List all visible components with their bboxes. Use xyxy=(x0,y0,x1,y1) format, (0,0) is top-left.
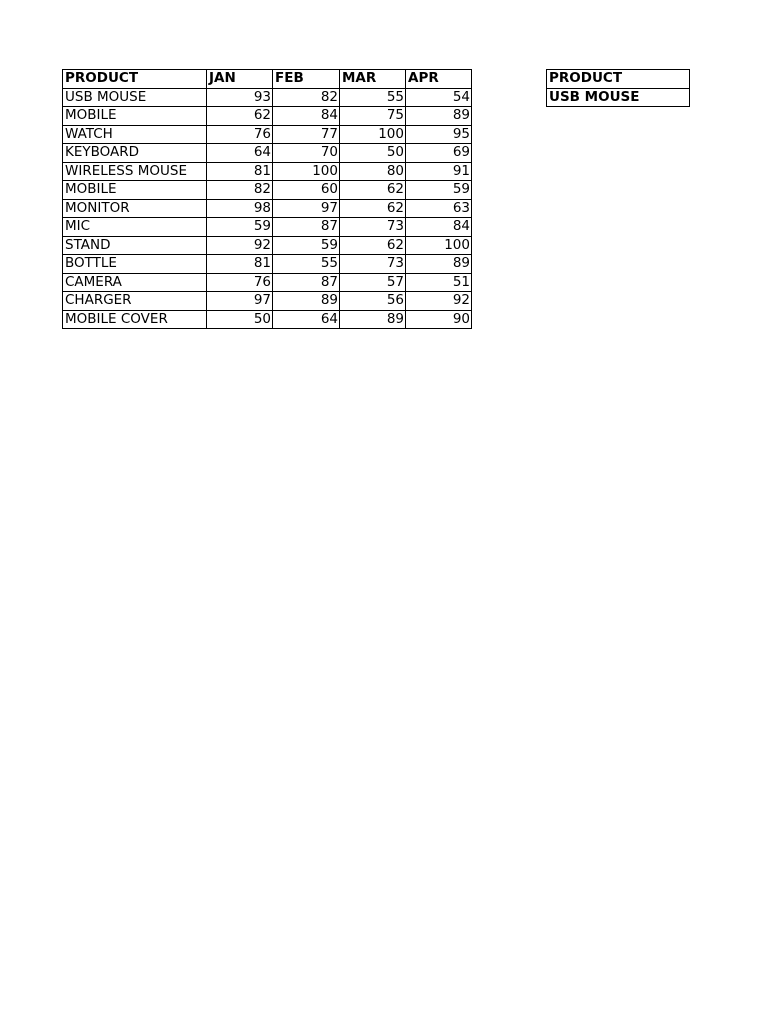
cell-jan[interactable]: 92 xyxy=(207,236,273,255)
cell-apr[interactable]: 95 xyxy=(406,125,472,144)
table-row xyxy=(63,255,472,274)
table-row xyxy=(63,107,472,126)
cell-mar[interactable]: 89 xyxy=(340,310,406,329)
cell-apr[interactable]: 92 xyxy=(406,292,472,311)
cell-jan[interactable]: 98 xyxy=(207,199,273,218)
cell-product[interactable]: MONITOR xyxy=(63,199,207,218)
lookup-header[interactable]: PRODUCT xyxy=(547,70,690,89)
cell-product[interactable]: MIC xyxy=(63,218,207,237)
cell-feb[interactable]: 87 xyxy=(273,218,340,237)
cell-jan[interactable]: 76 xyxy=(207,125,273,144)
header-row xyxy=(63,70,472,89)
cell-apr[interactable]: 89 xyxy=(406,107,472,126)
cell-apr[interactable]: 90 xyxy=(406,310,472,329)
cell-feb[interactable]: 89 xyxy=(273,292,340,311)
cell-apr[interactable]: 63 xyxy=(406,199,472,218)
cell-jan[interactable]: 93 xyxy=(207,88,273,107)
cell-feb[interactable]: 60 xyxy=(273,181,340,200)
cell-apr[interactable]: 59 xyxy=(406,181,472,200)
sales-table xyxy=(62,69,472,329)
cell-mar[interactable]: 75 xyxy=(340,107,406,126)
cell-mar[interactable]: 55 xyxy=(340,88,406,107)
cell-apr[interactable]: 84 xyxy=(406,218,472,237)
cell-mar[interactable]: 57 xyxy=(340,273,406,292)
cell-feb[interactable]: 87 xyxy=(273,273,340,292)
cell-product[interactable]: MOBILE COVER xyxy=(63,310,207,329)
header-feb: FEB xyxy=(273,70,340,89)
table-row xyxy=(63,310,472,329)
cell-mar[interactable]: 56 xyxy=(340,292,406,311)
cell-apr[interactable]: 100 xyxy=(406,236,472,255)
table-row xyxy=(63,199,472,218)
cell-jan[interactable]: 62 xyxy=(207,107,273,126)
cell-apr[interactable]: 54 xyxy=(406,88,472,107)
header-apr: APR xyxy=(406,70,472,89)
table-row xyxy=(63,292,472,311)
table-row xyxy=(63,236,472,255)
cell-mar[interactable]: 73 xyxy=(340,255,406,274)
lookup-value-row xyxy=(547,88,690,107)
cell-product[interactable]: CHARGER xyxy=(63,292,207,311)
cell-feb[interactable]: 97 xyxy=(273,199,340,218)
cell-feb[interactable]: 100 xyxy=(273,162,340,181)
table-row xyxy=(63,273,472,292)
cell-product[interactable]: KEYBOARD xyxy=(63,144,207,163)
cell-jan[interactable]: 82 xyxy=(207,181,273,200)
cell-mar[interactable]: 80 xyxy=(340,162,406,181)
cell-mar[interactable]: 62 xyxy=(340,181,406,200)
cell-mar[interactable]: 100 xyxy=(340,125,406,144)
cell-product[interactable]: USB MOUSE xyxy=(63,88,207,107)
table-row xyxy=(63,181,472,200)
cell-apr[interactable]: 51 xyxy=(406,273,472,292)
cell-feb[interactable]: 70 xyxy=(273,144,340,163)
cell-jan[interactable]: 81 xyxy=(207,255,273,274)
cell-feb[interactable]: 64 xyxy=(273,310,340,329)
lookup-table xyxy=(546,69,690,107)
header-jan: JAN xyxy=(207,70,273,89)
cell-apr[interactable]: 69 xyxy=(406,144,472,163)
table-row xyxy=(63,144,472,163)
cell-feb[interactable]: 55 xyxy=(273,255,340,274)
table-row xyxy=(63,162,472,181)
table-row xyxy=(63,125,472,144)
cell-jan[interactable]: 59 xyxy=(207,218,273,237)
cell-jan[interactable]: 50 xyxy=(207,310,273,329)
cell-mar[interactable]: 50 xyxy=(340,144,406,163)
cell-feb[interactable]: 84 xyxy=(273,107,340,126)
header-product: PRODUCT xyxy=(63,70,207,89)
cell-mar[interactable]: 62 xyxy=(340,199,406,218)
cell-jan[interactable]: 76 xyxy=(207,273,273,292)
cell-feb[interactable]: 59 xyxy=(273,236,340,255)
cell-feb[interactable]: 82 xyxy=(273,88,340,107)
cell-product[interactable]: STAND xyxy=(63,236,207,255)
cell-jan[interactable]: 64 xyxy=(207,144,273,163)
cell-product[interactable]: WATCH xyxy=(63,125,207,144)
cell-feb[interactable]: 77 xyxy=(273,125,340,144)
cell-product[interactable]: BOTTLE xyxy=(63,255,207,274)
cell-apr[interactable]: 89 xyxy=(406,255,472,274)
cell-product[interactable]: CAMERA xyxy=(63,273,207,292)
table-row xyxy=(63,218,472,237)
lookup-value[interactable]: USB MOUSE xyxy=(547,88,690,107)
cell-jan[interactable]: 97 xyxy=(207,292,273,311)
table-row xyxy=(63,88,472,107)
cell-product[interactable]: MOBILE xyxy=(63,181,207,200)
cell-mar[interactable]: 73 xyxy=(340,218,406,237)
cell-jan[interactable]: 81 xyxy=(207,162,273,181)
cell-mar[interactable]: 62 xyxy=(340,236,406,255)
lookup-header-row xyxy=(547,70,690,89)
cell-product[interactable]: MOBILE xyxy=(63,107,207,126)
cell-product[interactable]: WIRELESS MOUSE xyxy=(63,162,207,181)
cell-apr[interactable]: 91 xyxy=(406,162,472,181)
header-mar: MAR xyxy=(340,70,406,89)
